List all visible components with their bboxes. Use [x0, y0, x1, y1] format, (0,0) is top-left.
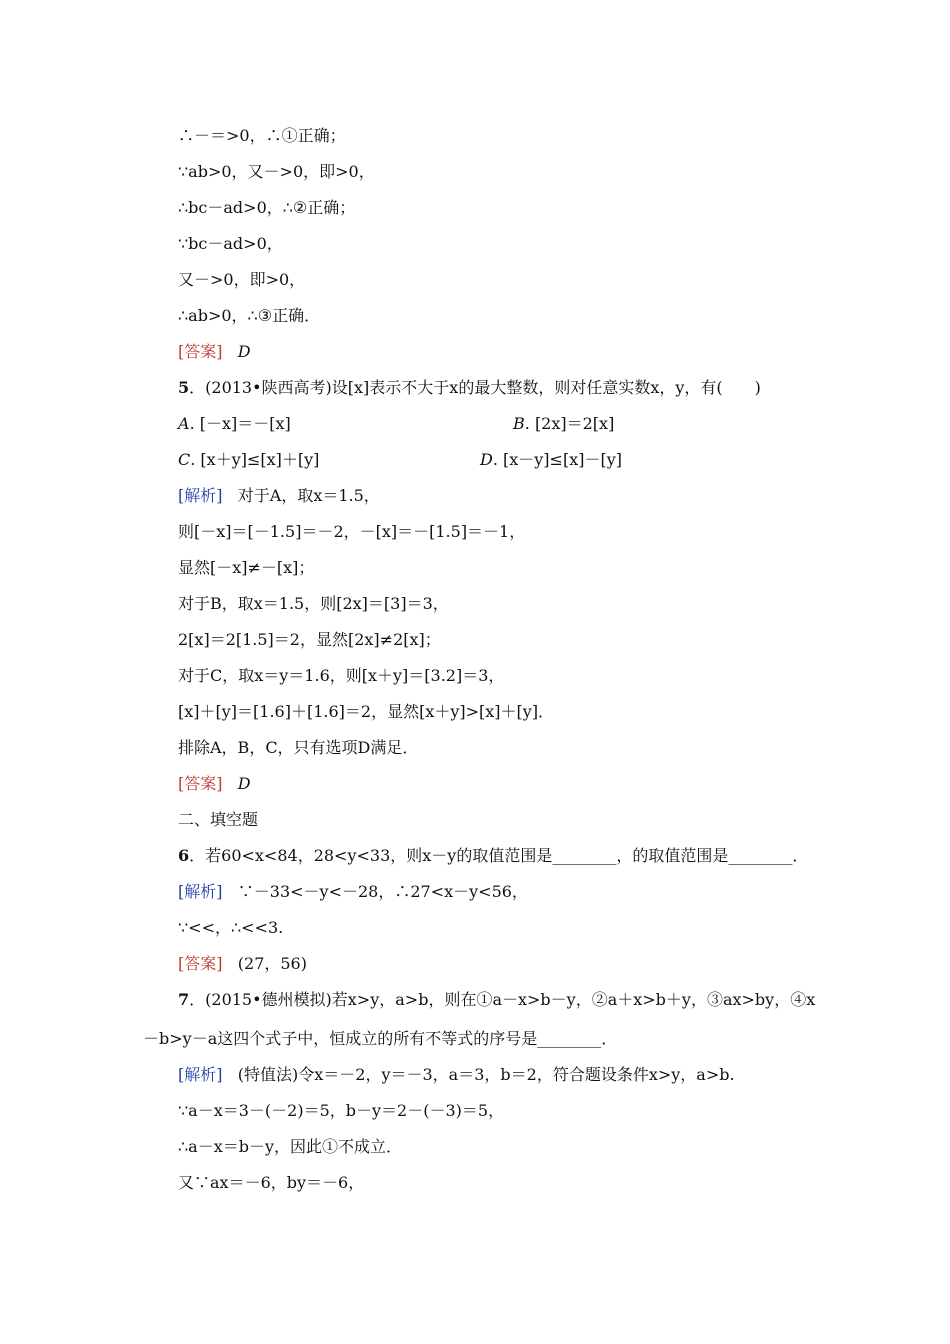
question-text: ．(2013•陕西高考)设[x]表示不大于x的最大整数，则对任意实数x，y，有( ): [189, 378, 761, 397]
question-number: 6: [178, 846, 190, 865]
options-row-ab: [178, 409, 878, 439]
analysis-text: 对于A，取x＝1.5，: [237, 486, 380, 505]
answer-value: D: [237, 342, 251, 361]
analysis-tag: [解析]: [178, 1065, 223, 1084]
text-line: ∵<<，∴<<3.: [178, 918, 284, 937]
option-d: [480, 445, 622, 475]
answer-line: [178, 769, 251, 799]
answer-value: (27，56): [237, 954, 307, 973]
answer-tag: [答案]: [178, 342, 223, 361]
text-line: 又－>0，即>0，: [178, 270, 306, 289]
text-line: ∴－＝>0，∴①正确；: [178, 126, 346, 145]
option-text: . [x－y]≤[x]－[y]: [492, 450, 622, 469]
text-line: ∵ab>0，又－>0，即>0，: [178, 162, 375, 181]
analysis-line: [178, 1060, 735, 1090]
question-number: 5: [178, 378, 190, 397]
answer-line: [178, 949, 307, 979]
text-line: ∴ab>0，∴③正确．: [178, 306, 321, 325]
answer-tag: [答案]: [178, 774, 223, 793]
option-a: [178, 409, 291, 439]
text-line: 对于C，取x＝y＝1.6，则[x＋y]＝[3.2]＝3，: [178, 666, 505, 685]
text-line: 则[－x]＝[－1.5]＝－2，－[x]＝－[1.5]＝－1，: [178, 522, 526, 541]
analysis-text: ∵－33<－y<－28，∴27<x－y<56，: [237, 882, 528, 901]
option-label: C: [178, 450, 191, 469]
text-line: ∵a－x＝3－(－2)＝5，b－y＝2－(－3)＝5，: [178, 1101, 505, 1120]
option-c: [178, 445, 319, 475]
question-6: [178, 841, 808, 871]
text-line: 2[x]＝2[1.5]＝2，显然[2x]≠2[x]；: [178, 630, 441, 649]
option-label: A: [178, 414, 190, 433]
analysis-text: (特值法)令x＝－2，y＝－3，a＝3，b＝2，符合题设条件x>y，a>b.: [237, 1065, 735, 1084]
question-text: ．(2015•德州模拟)若x>y，a>b，则在①a－x>b－y，②a＋x>b＋y，③ax>by，④x: [189, 990, 816, 1009]
question-5: [178, 373, 761, 403]
text-line: 显然[－x]≠－[x]；: [178, 558, 315, 577]
text-line: －b>y－a这四个式子中，恒成立的所有不等式的序号是________．: [143, 1029, 618, 1048]
answer-value: D: [237, 774, 251, 793]
option-label: B: [513, 414, 525, 433]
option-text: . [x＋y]≤[x]＋[y]: [190, 450, 320, 469]
question-7: [178, 985, 815, 1015]
analysis-tag: [解析]: [178, 882, 223, 901]
question-text: ．若60<x<84，28<y<33，则x－y的取值范围是________，的取值范围是________．: [189, 846, 809, 865]
question-number: 7: [178, 990, 190, 1009]
analysis-line: [178, 877, 528, 907]
options-row-cd: [178, 445, 878, 475]
section-heading: 二、填空题: [178, 810, 259, 829]
text-line: 又∵ax＝－6，by＝－6，: [178, 1173, 365, 1192]
text-line: [x]＋[y]＝[1.6]＋[1.6]＝2，显然[x＋y]>[x]＋[y]．: [178, 702, 555, 721]
answer-line: [178, 337, 251, 367]
text-line: ∵bc－ad>0，: [178, 234, 283, 253]
option-text: . [2x]＝2[x]: [524, 414, 615, 433]
analysis-line: [178, 481, 380, 511]
option-b: [513, 409, 614, 439]
text-line: ∴bc－ad>0，∴②正确；: [178, 198, 356, 217]
text-line: ∴a－x＝b－y，因此①不成立．: [178, 1137, 403, 1156]
option-label: D: [480, 450, 493, 469]
text-line: 排除A，B，C，只有选项D满足．: [178, 738, 419, 757]
analysis-tag: [解析]: [178, 486, 223, 505]
answer-tag: [答案]: [178, 954, 223, 973]
option-text: . [－x]＝－[x]: [189, 414, 291, 433]
text-line: 对于B，取x＝1.5，则[2x]＝[3]＝3，: [178, 594, 449, 613]
